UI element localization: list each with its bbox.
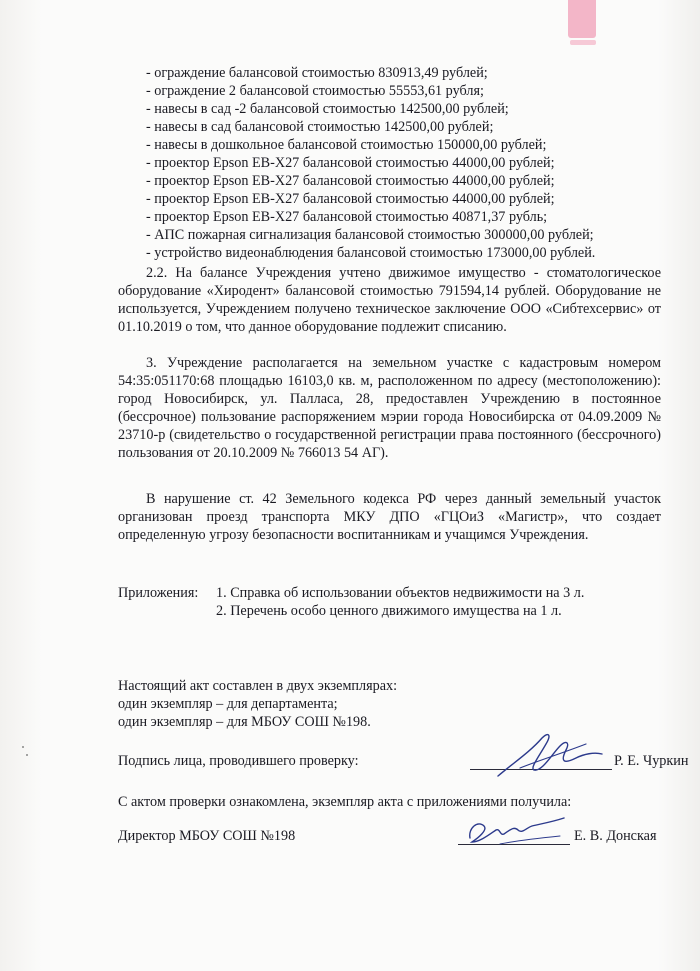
paragraph-violation: В нарушение ст. 42 Земельного кодекса РФ через данный земельный участок организован проезд транспорта МКУ ДПО «ГЦОиЗ «Магистр», что создает определенную угрозу безопасности воспитанникам и учащимся Учреждения.	[118, 491, 661, 543]
attachments-label: Приложения:	[118, 585, 199, 601]
list-item: - навесы в дошкольное балансовой стоимостью 150000,00 рублей;	[146, 137, 547, 153]
copies-line: один экземпляр – для МБОУ СОШ №198.	[118, 714, 371, 730]
copies-line: один экземпляр – для департамента;	[118, 696, 338, 712]
sticky-note-tab-edge	[570, 40, 596, 45]
list-item: - навесы в сад балансовой стоимостью 142500,00 рублей;	[146, 119, 494, 135]
acquainted-statement: С актом проверки ознакомлена, экземпляр акта с приложениями получила:	[118, 794, 572, 810]
list-item: - ограждение 2 балансовой стоимостью 55553,61 рубля;	[146, 83, 484, 99]
list-item: - проектор Epson EB-X27 балансовой стоимостью 44000,00 рублей;	[146, 173, 555, 189]
director-signature-image	[460, 808, 570, 856]
list-item: - устройство видеонаблюдения балансовой стоимостью 173000,00 рублей.	[146, 245, 596, 261]
list-item: - проектор Epson EB-X27 балансовой стоимостью 44000,00 рублей;	[146, 191, 555, 207]
list-item: - навесы в сад -2 балансовой стоимостью 142500,00 рублей;	[146, 101, 509, 117]
inspector-signature-image	[490, 724, 610, 788]
list-item: - ограждение балансовой стоимостью 830913,49 рублей;	[146, 65, 488, 81]
list-item: - проектор Epson EB-X27 балансовой стоимостью 44000,00 рублей;	[146, 155, 555, 171]
list-item: - проектор Epson EB-X27 балансовой стоимостью 40871,37 рубль;	[146, 209, 548, 225]
inspector-signature-label: Подпись лица, проводившего проверку:	[118, 753, 359, 769]
scan-speck	[22, 746, 24, 748]
scan-speck	[26, 754, 28, 756]
inspector-name: Р. Е. Чуркин	[614, 753, 689, 769]
sticky-note-tab	[568, 0, 596, 38]
director-signature-label: Директор МБОУ СОШ №198	[118, 828, 296, 844]
attachment-item: 1. Справка об использовании объектов недвижимости на 3 л.	[216, 585, 585, 601]
paragraph-2-2: 2.2. На балансе Учреждения учтено движимое имущество - стоматологическое оборудование «Хиродент» балансовой стоимостью 791594,14 рублей. Оборудование не используется, Учреждением получено техническое заключение ООО «Сибтехсервис» от 01.10.2019 о том, что данное оборудование подлежит списанию.	[118, 265, 661, 335]
attachment-item: 2. Перечень особо ценного движимого имущества на 1 л.	[216, 603, 562, 619]
copies-line: Настоящий акт составлен в двух экземплярах:	[118, 678, 398, 694]
director-name: Е. В. Донская	[574, 828, 657, 844]
paragraph-3: 3. Учреждение располагается на земельном участке с кадастровым номером 54:35:051170:68 площадью 16103,0 кв. м, расположенном по адресу (местоположению): город Новосибирск, ул. Палласа, 28, предоставлен Учреждению в постоянное (бессрочное) пользование распоряжением мэрии города Новосибирска от 04.09.2009 № 23710-р (свидетельство о государственной регистрации права постоянного (бессрочного) пользования от 20.10.2009 № 766013 54 АГ).	[118, 355, 661, 461]
list-item: - АПС пожарная сигнализация балансовой стоимостью 300000,00 рублей;	[146, 227, 594, 243]
